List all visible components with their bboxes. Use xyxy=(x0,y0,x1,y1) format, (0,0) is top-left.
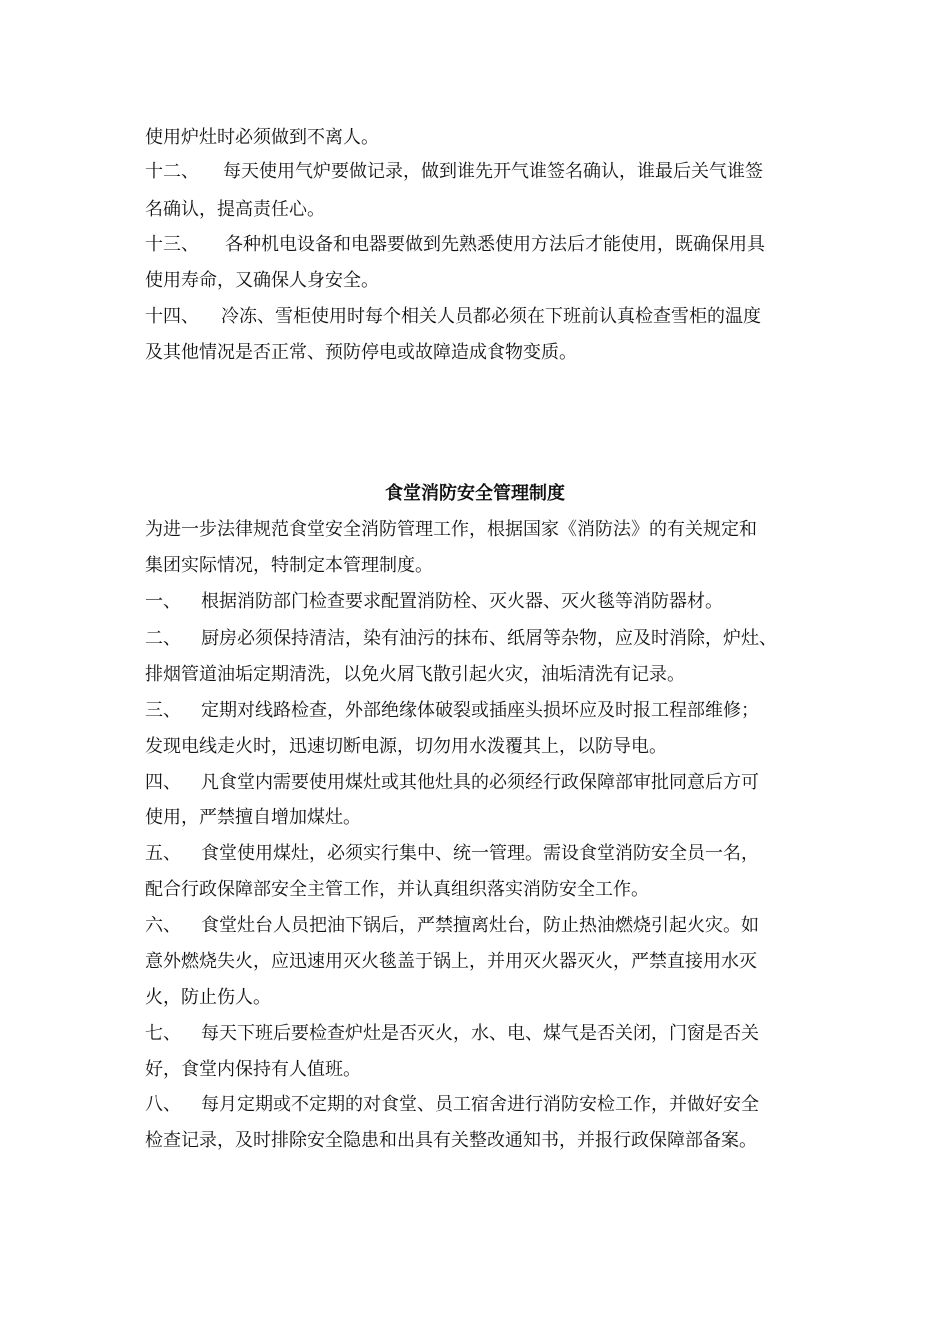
item-5-text-1: 食堂使用煤灶，必须实行集中、统一管理。需设食堂消防安全员一名， xyxy=(201,843,759,864)
item-12-line-2: 名确认，提高责任心。 xyxy=(145,199,325,220)
item-2-line-1 xyxy=(145,627,777,651)
item-6-line-1 xyxy=(145,914,759,938)
item-7-number: 七、 xyxy=(145,1023,181,1044)
item-4-line-1 xyxy=(145,771,759,795)
continued-first-line: 使用炉灶时必须做到不离人。 xyxy=(145,127,379,148)
item-6-line-3: 火，防止伤人。 xyxy=(145,987,271,1008)
item-3-number: 三、 xyxy=(145,700,181,721)
item-12-line-1 xyxy=(145,160,763,184)
item-14-number: 十四、 xyxy=(145,306,199,327)
item-12-number: 十二、 xyxy=(145,161,199,182)
item-6-line-2: 意外燃烧失火，应迅速用灭火毯盖于锅上，并用灭火器灭火，严禁直接用水灭 xyxy=(145,951,757,972)
item-12-text-1: 每天使用气炉要做记录，做到谁先开气谁签名确认，谁最后关气谁签 xyxy=(223,161,763,182)
item-3-text-1: 定期对线路检查，外部绝缘体破裂或插座头损坏应及时报工程部维修； xyxy=(201,700,759,721)
item-5-line-2: 配合行政保障部安全主管工作，并认真组织落实消防安全工作。 xyxy=(145,879,649,900)
item-6-number: 六、 xyxy=(145,915,181,936)
item-3-line-2: 发现电线走火时，迅速切断电源，切勿用水泼覆其上，以防导电。 xyxy=(145,736,667,757)
item-13-number: 十三、 xyxy=(145,234,199,255)
item-14-line-2: 及其他情况是否正常、预防停电或故障造成食物变质。 xyxy=(145,342,577,363)
item-2-line-2: 排烟管道油垢定期清洗，以免火屑飞散引起火灾，油垢清洗有记录。 xyxy=(145,664,685,685)
item-6-text-1: 食堂灶台人员把油下锅后，严禁擅离灶台，防止热油燃烧引起火灾。如 xyxy=(201,915,759,936)
intro-line-2: 集团实际情况，特制定本管理制度。 xyxy=(145,555,433,576)
item-4-line-2: 使用，严禁擅自增加煤灶。 xyxy=(145,807,361,828)
item-8-line-2: 检查记录，及时排除安全隐患和出具有关整改通知书，并报行政保障部备案。 xyxy=(145,1130,757,1151)
item-1-text-1: 根据消防部门检查要求配置消防栓、灭火器、灭火毯等消防器材。 xyxy=(201,591,723,612)
item-2-number: 二、 xyxy=(145,628,181,649)
item-14-text-1: 冷冻、雪柜使用时每个相关人员都必须在下班前认真检查雪柜的温度 xyxy=(221,306,761,327)
item-2-text-1: 厨房必须保持清洁，染有油污的抹布、纸屑等杂物，应及时消除，炉灶、 xyxy=(201,628,777,649)
item-7-text-1: 每天下班后要检查炉灶是否灭火，水、电、煤气是否关闭，门窗是否关 xyxy=(201,1023,759,1044)
item-7-line-2: 好，食堂内保持有人值班。 xyxy=(145,1059,361,1080)
item-3-line-1 xyxy=(145,699,759,723)
item-8-number: 八、 xyxy=(145,1094,181,1115)
item-13-line-1 xyxy=(145,233,765,257)
item-4-text-1: 凡食堂内需要使用煤灶或其他灶具的必须经行政保障部审批同意后方可 xyxy=(201,772,759,793)
item-8-line-1 xyxy=(145,1093,759,1117)
item-7-line-1 xyxy=(145,1022,759,1046)
item-1-line-1 xyxy=(145,590,723,614)
item-13-line-2: 使用寿命，又确保人身安全。 xyxy=(145,270,379,291)
item-1-number: 一、 xyxy=(145,591,181,612)
item-5-number: 五、 xyxy=(145,843,181,864)
item-5-line-1 xyxy=(145,842,759,866)
intro-line-1: 为进一步法律规范食堂安全消防管理工作，根据国家《消防法》的有关规定和 xyxy=(145,519,757,540)
item-8-text-1: 每月定期或不定期的对食堂、员工宿舍进行消防安检工作，并做好安全 xyxy=(201,1094,759,1115)
item-4-number: 四、 xyxy=(145,772,181,793)
item-14-line-1 xyxy=(145,305,761,329)
section-title: 食堂消防安全管理制度 xyxy=(385,483,565,504)
item-13-text-1: 各种机电设备和电器要做到先熟悉使用方法后才能使用，既确保用具 xyxy=(225,234,765,255)
